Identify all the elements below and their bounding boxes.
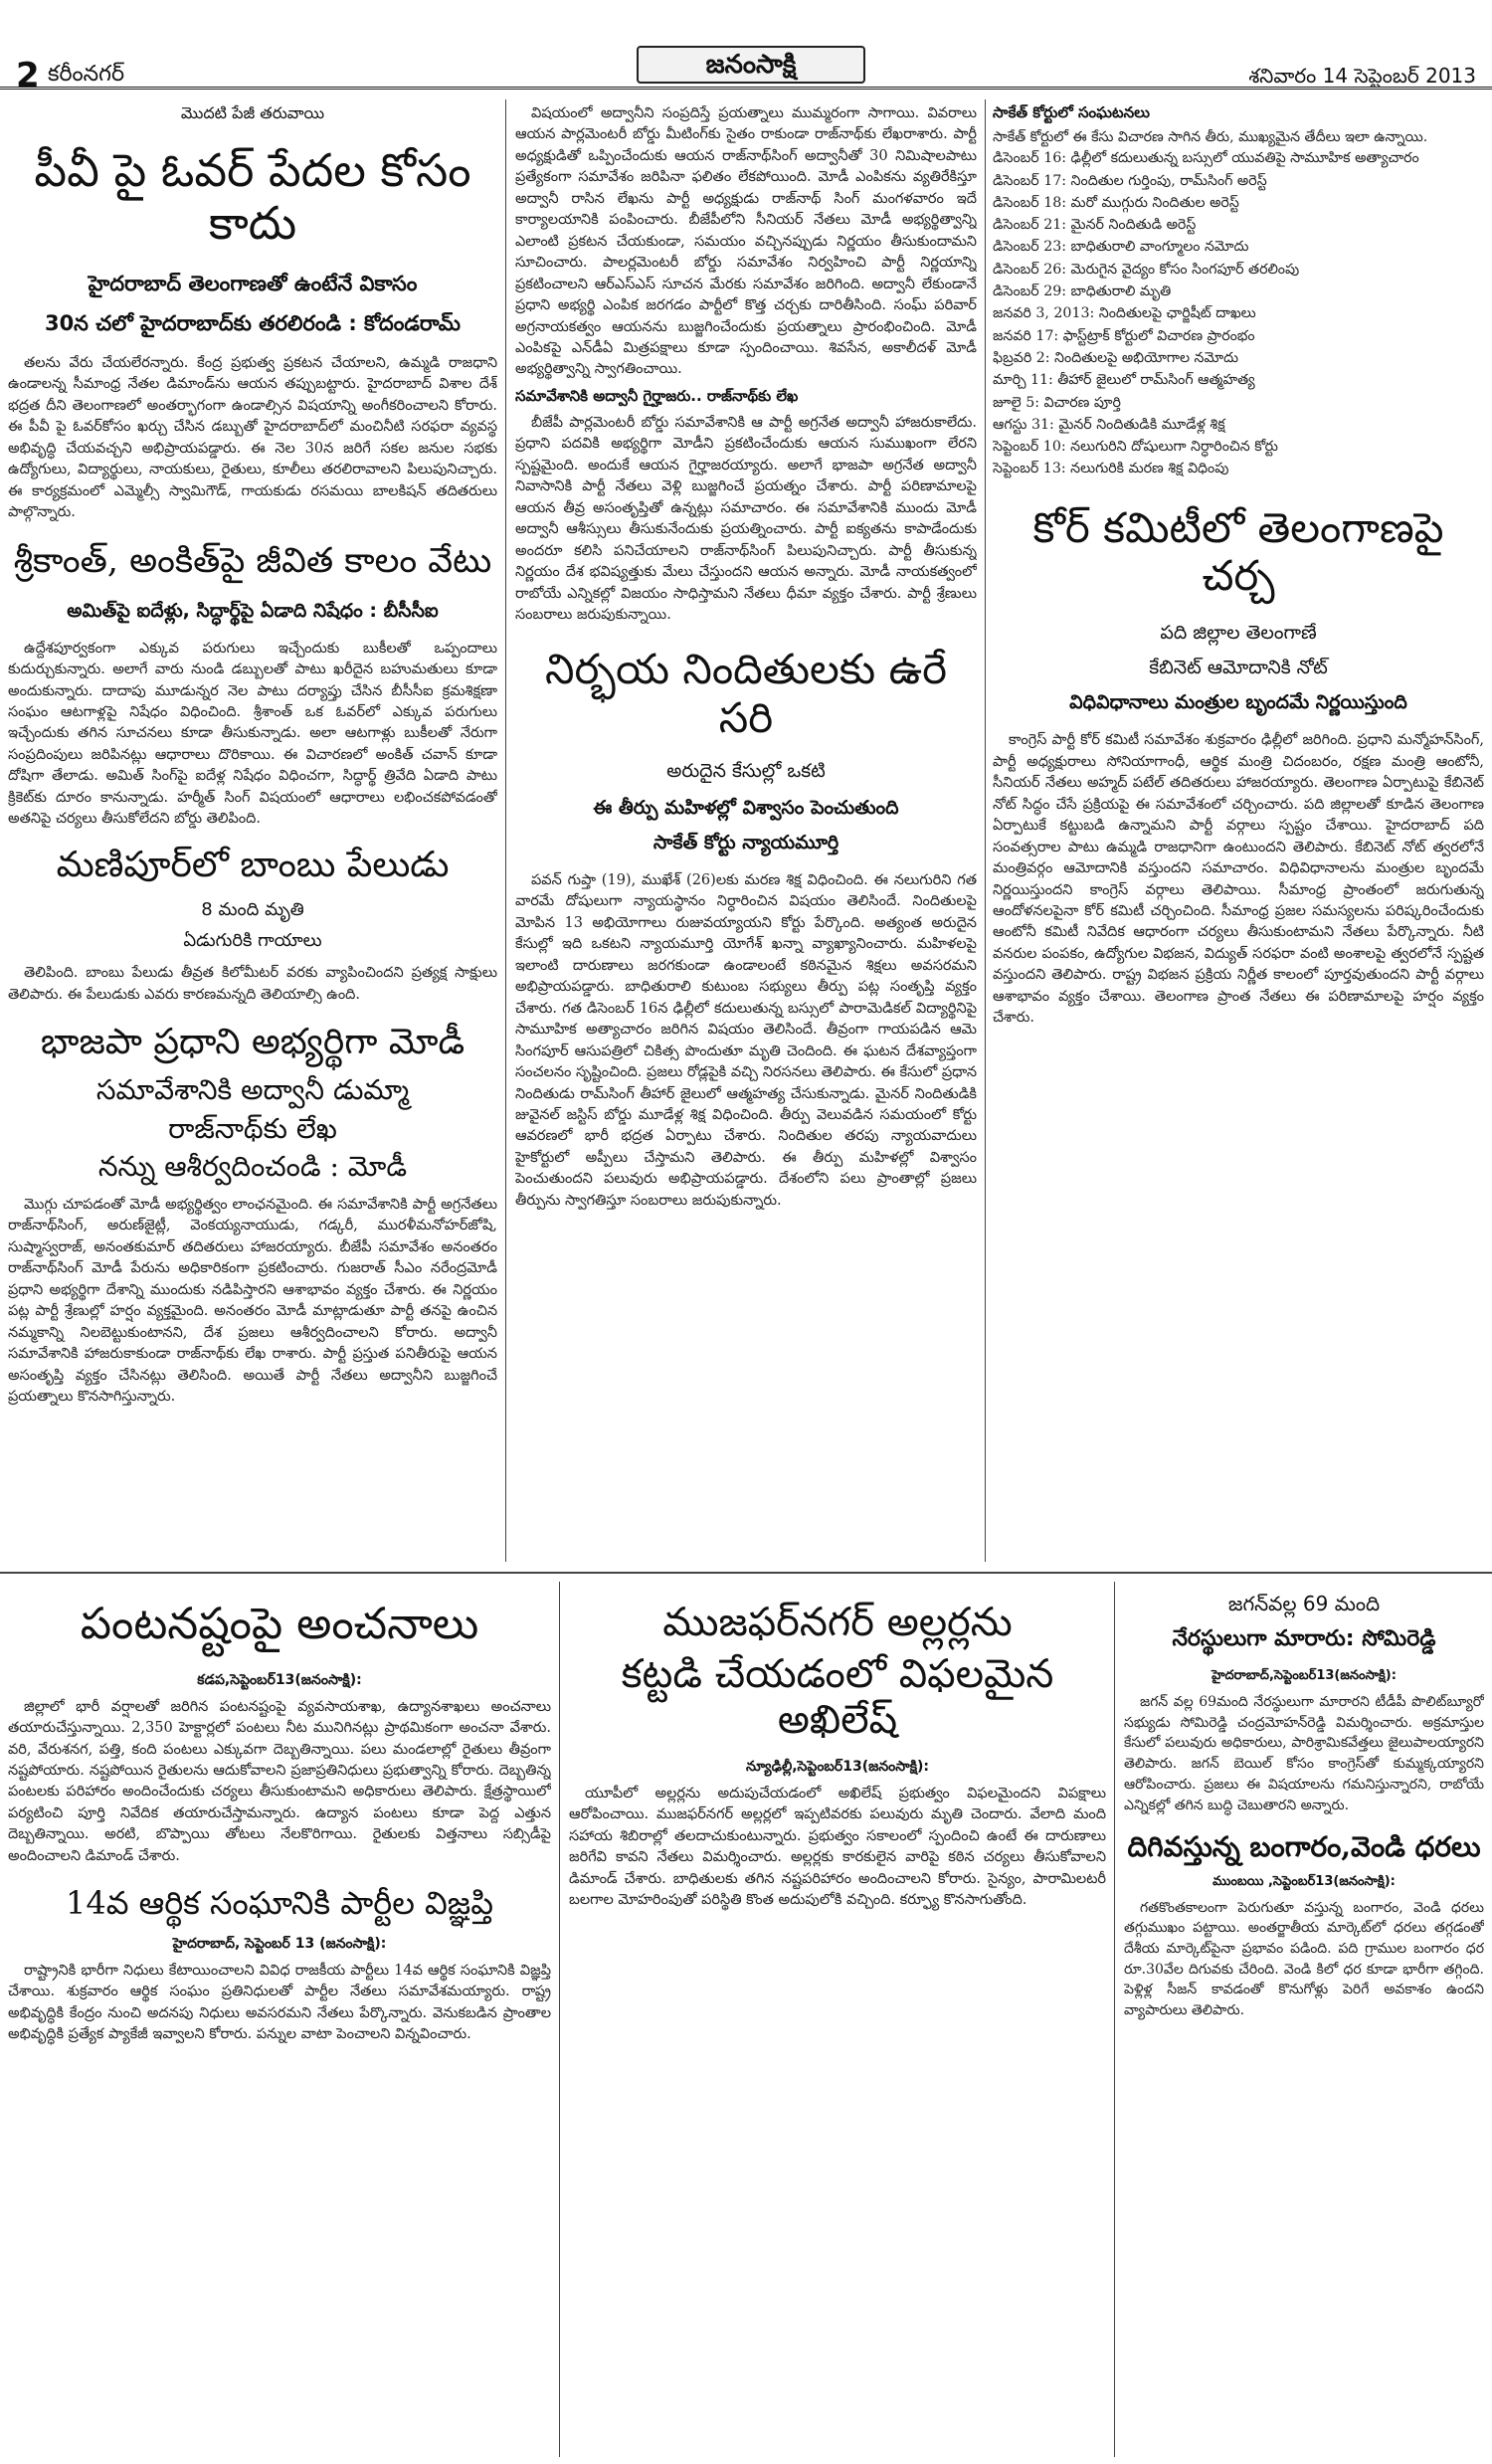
column-middle: [515, 103, 977, 1566]
article-body: తలను వేరు చేయలేరన్నారు. కేంద్ర ప్రభుత్వ ప్రకటన చేయాలని, ఉమ్మడి రాజధాని ఉండాలన్న సీమాంధ్ర నేతల డిమాండ్‌ను ఆయన తప్పుబట్టారు. హైదరాబాద్ విశాల దేశ్ భద్రత దీని తెలంగాణలో అంతర్భాగంగా ఉండాల్సిన విషయాన్ని అంగీకరించాలని కోరారు. ఈ పీవీ పై ఓవర్‌కోసం ఖర్చు చేసిన డబ్బుతో హైదరాబాద్‌లో మంచినీటి సరఫరా వ్యవస్థ అభివృద్ధి చేయవచ్చని అభిప్రాయపడ్డారు. ఈ నెల 30న జరిగే సకల జనుల సభకు ఉద్యోగులు, విద్యార్థులు, నాయకులు, రైతులు, కూలీలు తరలిరావాలని పిలుపునిచ్చారు. ఈ కార్యక్రమంలో ఎమ్మెల్సీ స్వామిగౌడ్, గాయకుడు రసమయి బాలకిషన్ తదితరులు పాల్గొన్నారు.: [8, 354, 497, 520]
timeline-item: డిసెంబర్ 23: బాధితురాలి వాంగ్మూలం నమోదు: [993, 239, 1249, 256]
article-headline: దిగివస్తున్న బంగారం,వెండి ధరలు: [1127, 1830, 1481, 1864]
article-subheadline: నన్ను ఆశీర్వదించండి : మోడీ: [97, 1149, 408, 1183]
article-subheadline: ఏడుగురికి గాయాలు: [183, 930, 322, 952]
bottom-left-section: [8, 1592, 551, 2457]
article-subheadline: 30న చలో హైదరాబాద్‌కు తరలిరండి : కోదండరామ్: [44, 310, 462, 335]
timeline-item: డిసెంబర్ 21: మైనర్ నిందితుడి అరెస్ట్: [993, 217, 1197, 234]
column-rule: [1114, 1582, 1115, 2457]
article-body: మొగ్గు చూపడంతో మోడీ అభ్యర్థిత్వం లాంఛనమైంది. ఈ సమావేశానికి పార్టీ అగ్రనేతలు రాజ్‌నాథ్‌సింగ్, అరుణ్‌జైట్లీ, వెంకయ్యనాయుడు, గడ్కరీ, మురళీమనోహర్‌జోషి, సుష్మాస్వరాజ్, అనంతకుమార్ తదితరులు హాజరయ్యారు. బీజేపీ సమావేశం అనంతరం రాజ్‌నాథ్‌సింగ్ మోడీ పేరును అధికారికంగా ప్రకటించారు. గుజరాత్ సీఎం నరేంద్రమోడీ ప్రధాని అభ్యర్థిగా దేశాన్ని ముందుకు నడిపిస్తారని ఆశాభావం వ్యక్తం చేశారు. ఈ నిర్ణయం పట్ల పార్టీ శ్రేణుల్లో హర్షం వ్యక్తమైంది. అనంతరం మోడీ మాట్లాడుతూ పార్టీ తనపై ఉంచిన నమ్మకాన్ని నిలబెట్టుకుంటానని, దేశ ప్రజలు ఆశీర్వదించాలని కోరారు. అద్వానీ సమావేశానికి హాజరుకాకుండా రాజ్‌నాథ్‌కు లేఖ రాశారు. పార్టీ ప్రస్తుత పనితీరుపై ఆయన అసంతృప్తి వ్యక్తం చేసినట్లు తెలిసింది. అయితే పార్టీ నేతలు అద్వానీని బుజ్జగించే ప్రయత్నాలు కొనసాగిస్తున్నారు.: [8, 1196, 497, 1406]
article-subheadline: 8 మంది మృతి: [201, 899, 304, 921]
timeline-item: ఫిబ్రవరి 2: నిందితులపై అభియోగాల నమోదు: [993, 349, 1239, 366]
article-headline: మణిపూర్‌లో బాంబు పేలుడు: [56, 844, 450, 885]
article-headline: భాజపా ప్రధాని అభ్యర్థిగా మోడీ: [40, 1022, 466, 1063]
dateline: హైదరాబాద్,సెప్టెంబర్13(జనంసాక్షి):: [1212, 1668, 1397, 1683]
page-number: 2: [16, 56, 40, 90]
bottom-right-section: [1124, 1592, 1484, 2457]
timeline-list: [993, 148, 1484, 479]
page-header: [0, 0, 1492, 90]
bottom-middle-section: [569, 1592, 1106, 2457]
article-body: బీజేపీ పార్లమెంటరీ బోర్డు సమావేశానికి ఆ పార్టీ అగ్రనేత అద్వానీ హాజరుకాలేదు. ప్రధాని పదవికి అభ్యర్థిగా మోడీని ప్రకటించేందుకు ఆయన సుముఖంగా లేరని స్పష్టమైంది. అందుకే ఆయన గైర్హాజరయ్యారు. అలాగే భాజపా అగ్రనేత అద్వానీ నివాసానికి పార్టీ నేతలు వెళ్లి బుజ్జగించే ప్రయత్నం చేశారు. పార్టీ పరిణామాలపై ఆయన తీవ్ర అసంతృప్తితో ఉన్నట్లు సమాచారం. ఈ సమావేశానికి ముందు మోడీ అద్వానీ ఆశీస్సులు తీసుకునేందుకు ప్రయత్నించారు. పార్టీ ఐక్యతను కాపాడేందుకు అందరూ కలిసి పనిచేయాలని రాజ్‌నాథ్‌సింగ్ పిలుపునిచ్చారు. పార్టీ తీసుకున్న నిర్ణయం దేశ భవిష్యత్తుకు మేలు చేస్తుందని ఆయన అన్నారు. మోడీ నాయకత్వంలో రాబోయే ఎన్నికల్లో విజయం సాధిస్తామని నేతలు ధీమా వ్యక్తం చేశారు. పార్టీ శ్రేణులు సంబరాలు జరుపుకున్నాయి.: [515, 414, 977, 623]
article-headline: పీవీ పై ఓవర్ పేదల కోసం కాదు: [34, 143, 471, 250]
article-headline: ముజఫర్‌నగర్ అల్లర్లను: [662, 1600, 1013, 1645]
dateline: న్యూఢిల్లీ,సెప్టెంబర్13(జనంసాక్షి):: [746, 1759, 929, 1775]
timeline-item: జూలై 5: విచారణ పూర్తి: [993, 394, 1121, 411]
article-body: ఉద్దేశపూర్వకంగా ఎక్కువ పరుగులు ఇచ్చేందుకు బుకీలతో ఒప్పందాలు కుదుర్చుకున్నారు. అలాగే వారు నుండి డబ్బులతో పాటు ఖరీదైన బహుమతులు కూడా అందుకున్నారు. దాదాపు మూడున్నర నెల పాటు దర్యాప్తు చేసిన బీసీసీఐ క్రమశిక్షణా సంఘం ఆటగాళ్లపై నిషేధం విధించింది. శ్రీశాంత్ ఒక ఓవర్‌లో ఎక్కువ పరుగులు ఇచ్చేందుకు తగిన సూచనలు కూడా తీసుకున్నాడు. అలా ఆటగాళ్లు బుకీలతో నేరుగా సంప్రదింపులు జరిపినట్లు ఆధారాలు దొరికాయి. ఈ విచారణలో అంకిత్ చవాన్ కూడా దోషిగా తేలాడు. అమిత్ సింగ్‌పై ఐదేళ్ల నిషేధం విధించగా, సిద్ధార్థ్ త్రివేది ఏడాది పాటు క్రికెట్‌కు దూరం కానున్నాడు. హర్మీత్ సింగ్ విషయంలో ఆధారాలు లభించకపోవడంతో అతనిపై చర్యలు తీసుకోలేదని బోర్డు తెలిపింది.: [8, 640, 497, 828]
issue-date: శనివారం 14 సెప్టెంబర్ 2013: [1248, 64, 1476, 88]
dateline: కడప,సెప్టెంబర్13(జనంసాక్షి):: [197, 1671, 362, 1688]
article-body: విషయంలో అద్వానీని సంప్రదిస్తే ప్రయత్నాలు ముమ్మరంగా సాగాయి. వివరాలు ఆయన పార్లమెంటరీ బోర్డు మీటింగ్‌కు సైతం రాకుండా రాజ్‌నాథ్‌కు లేఖరాశారు. పార్టీ అధ్యక్షుడితో ఒప్పించేందుకు ఆయన రాజ్‌నాథ్‌సింగ్ అద్వానీతో 30 నిమిషాలపాటు ప్రత్యేకంగా సమావేశం జరిపినా ఫలితం లేకపోయింది. మోడీ ఎంపికను వ్యతిరేకిస్తూ అద్వానీ రాసిన లేఖను పార్టీ అధ్యక్షుడు రాజ్‌నాథ్ సింగ్ మంగళవారం ఇదే కార్యాలయానికి పంపించారు. బీజేపీలోని సీనియర్ నేతలు మోడీ అభ్యర్థిత్వాన్ని ఎలాంటి ప్రకటన చేయకుండా, సమయం వచ్చినప్పుడు నిర్ణయం తీసుకుందామని సూచించారు. పాలర్లమెంటరీ బోర్డు సమావేశం నిర్వహించి పార్టీ నిర్ణయాన్ని ప్రకటించాలని ఆర్‌ఎస్‌ఎస్ సూచన మేరకు సమావేశం జరిగింది. అద్వానీ లేకుండానే ప్రధాని అభ్యర్థి ఎంపిక జరగడం పార్టీలో కొత్త చర్చకు దారితీసింది. సంఘ్ పరివార్ అగ్రనాయకత్వం ఆయనను బుజ్జగించేందుకు ప్రయత్నాలు ప్రారంభించింది. మోడీ ఎంపికపై ఎన్‌డీఏ మిత్రపక్షాలు కూడా స్పందించాయి. శివసేన, అకాలీదళ్ మోడీ అభ్యర్థిత్వాన్ని స్వాగతించాయి.: [515, 105, 977, 378]
timeline-item: డిసెంబర్ 29: బాధితురాలి మృతి: [993, 284, 1172, 300]
timeline-item: డిసెంబర్ 16: ఢిల్లీలో కదులుతున్న బస్సులో యువతిపై సామూహిక అత్యాచారం: [993, 150, 1419, 167]
continued-kicker: మొదటి పేజీ తరువాయి: [180, 103, 325, 122]
article-subheadline: విధివిధానాలు మంత్రుల బృందమే నిర్ణయిస్తుంది: [1069, 691, 1407, 714]
article-body: గతకొంతకాలంగా పెరుగుతూ వస్తున్న బంగారం, వెండి ధరలు తగ్గుముఖం పట్టాయి. అంతర్జాతీయ మార్కెట్‌లో ధరలు తగ్గడంతో దేశీయ మార్కెట్‌పైనా ప్రభావం పడింది. పది గ్రాముల బంగారం ధర రూ.30వేల దిగువకు చేరింది. వెండి కిలో ధర కూడా భారీగా తగ్గింది. పెళ్లిళ్ల సీజన్ కావడంతో కొనుగోళ్లు పెరిగే అవకాశం ఉందని వ్యాపారులు తెలిపారు.: [1124, 1899, 1484, 2019]
article-subheadline: రాజ్‌నాథ్‌కు లేఖ: [168, 1111, 337, 1145]
dateline: ముంబయి ,సెప్టెంబర్13(జనంసాక్షి):: [1212, 1873, 1396, 1889]
timeline-item: మార్చి 11: తీహార్ జైలులో రామ్‌సింగ్ ఆత్మహత్య: [993, 372, 1255, 389]
newspaper-logo: జనంసాక్షి: [637, 46, 865, 84]
timeline-intro: సాకేత్ కోర్టులో ఈ కేసు విచారణ సాగిన తీరు, ముఖ్యమైన తేదీలు ఇలా ఉన్నాయి.: [993, 129, 1428, 145]
section-divider: [0, 1572, 1492, 1574]
article-subheadline: సాకేత్ కోర్టు న్యాయమూర్తి: [653, 832, 839, 854]
timeline-item: సెప్టెంబర్ 10: నలుగురిని దోషులుగా నిర్ధారించిన కోర్టు: [993, 439, 1278, 456]
article-headline: 14వ ఆర్థిక సంఘానికి పార్టీల విజ్ఞప్తి: [66, 1884, 493, 1923]
article-subheadline: హైదరాబాద్ తెలంగాణతో ఉంటేనే వికాసం: [88, 271, 418, 295]
timeline-item: జనవరి 3, 2013: నిందితులపై ఛార్జిషీట్ దాఖలు: [993, 305, 1256, 322]
column-rule: [985, 99, 986, 1562]
article-headline: కోర్ కమిటీలో తెలంగాణపై చర్చ: [1032, 502, 1444, 601]
article-subheadline: కేబినెట్ ఆమోదానికి నోట్: [1149, 657, 1328, 679]
article-subheadline: సమావేశానికి అద్వానీ డుమ్మా: [95, 1073, 410, 1107]
column-rule: [559, 1582, 560, 2457]
column-rule: [505, 99, 506, 1562]
timeline-item: డిసెంబర్ 17: నిందితుల గుర్తింపు, రామ్‌సింగ్ అరెస్ట్: [993, 172, 1267, 189]
article-body: పవన్ గుప్తా (19), ముఖేశ్ (26)లకు మరణ శిక్ష విధించింది. ఈ నలుగురిని గత వారమే దోషులుగా న్యాయస్థానం నిర్ధారించిన విషయం తెలిసిందే. నిందితులపై మోపిన 13 అభియోగాలు రుజువయ్యాయని కోర్టు పేర్కొంది. అత్యంత అరుదైన కేసుల్లో ఇది ఒకటని న్యాయమూర్తి యోగేశ్ ఖన్నా వ్యాఖ్యానించారు. మహిళలపై ఇలాంటి దారుణాలు జరగకుండా ఉండాలంటే కఠినమైన శిక్షలు అవసరమని అభిప్రాయపడ్డారు. బాధితురాలి కుటుంబ సభ్యులు తీర్పు పట్ల సంతృప్తి వ్యక్తం చేశారు. గత డిసెంబర్ 16న ఢిల్లీలో కదులుతున్న బస్సులో పారామెడికల్ విద్యార్థినిపై సామూహిక అత్యాచారం జరిగిన విషయం తెలిసిందే. తీవ్రంగా గాయపడిన ఆమె సింగపూర్ ఆసుపత్రిలో చికిత్స పొందుతూ మృతి చెందింది. ఈ ఘటన దేశవ్యాప్తంగా సంచలనం సృష్టించింది. ప్రజలు రోడ్లపైకి వచ్చి నిరసనలు తెలిపారు. ఈ కేసులో ప్రధాన నిందితుడు రామ్‌సింగ్ తీహార్ జైలులో ఆత్మహత్య చేసుకున్నాడు. మైనర్ నిందితుడికి జువైనల్ జస్టిస్ బోర్డు మూడేళ్ల శిక్ష విధించింది. తీర్పు వెలువడిన సమయంలో కోర్టు ఆవరణలో భారీ భద్రత ఏర్పాటు చేశారు. నిందితుల తరపు న్యాయవాదులు హైకోర్టులో అప్పీలు చేస్తామని తెలిపారు. ఈ తీర్పు మహిళల్లో విశ్వాసం పెంచుతుందని పలువురు అభిప్రాయపడ్డారు. దేశంలోని పలు ప్రాంతాల్లో ప్రజలు తీర్పును స్వాగతిస్తూ సంబరాలు జరుపుకున్నారు.: [515, 872, 977, 1209]
article-headline: శ్రీకాంత్, అంకిత్‌పై జీవిత కాలం వేటు: [13, 541, 492, 582]
timeline-item: డిసెంబర్ 26: మెరుగైన వైద్యం కోసం సింగపూర్ తరలింపు: [993, 261, 1300, 278]
article-subheadline: ఈ తీర్పు మహిళల్లో విశ్వాసం పెంచుతుంది: [593, 797, 899, 820]
article-headline: కట్టడి చేయడంలో విఫలమైన అఖిలేష్: [621, 1651, 1054, 1743]
column-right: [993, 103, 1484, 1566]
article-headline: నిర్భయ నిందితులకు ఉరే సరి: [545, 645, 947, 742]
article-headline: పంటనష్టంపై అంచనాలు: [80, 1599, 479, 1649]
article-body: జిల్లాలో భారీ వర్షాలతో జరిగిన పంటనష్టంపై వ్యవసాయశాఖ, ఉద్యానశాఖలు అంచనాలు తయారుచేస్తున్నాయి. 2,350 హెక్టార్లలో పంటలు నీట మునిగినట్లు ప్రాథమికంగా అంచనా వేశారు. వరి, వేరుశనగ, పత్తి, కంది పంటలు ఎక్కువగా దెబ్బతిన్నాయి. పలు మండలాల్లో రైతులు తీవ్రంగా నష్టపోయారు. నష్టపోయిన రైతులను ఆదుకోవాలని ప్రజాప్రతినిధులు ప్రభుత్వాన్ని కోరారు. దెబ్బతిన్న పంటలకు పరిహారం అందించేందుకు చర్యలు తీసుకుంటామని అధికారులు తెలిపారు. క్షేత్రస్థాయిలో పర్యటించి పూర్తి నివేదిక తయారుచేస్తామన్నారు. ఉద్యాన పంటలు కూడా పెద్ద ఎత్తున దెబ్బతిన్నాయి. అరటి, బొప్పాయి తోటలు నేలకొరిగాయి. రైతులకు విత్తనాలు సబ్సిడీపై అందించాలని డిమాండ్ చేశారు.: [8, 1698, 551, 1864]
column-left: [8, 103, 497, 1566]
article-subheadline: పది జిల్లాల తెలంగాణే: [1160, 622, 1317, 645]
timeline-item: సెప్టెంబర్ 13: నలుగురికి మరణ శిక్ష విధింపు: [993, 461, 1229, 477]
article-body: తెలిపింది. బాంబు పేలుడు తీవ్రత కిలోమీటర్ వరకు వ్యాపించిందని ప్రత్యక్ష సాక్షులు తెలిపారు. ఈ పేలుడుకు ఎవరు కారణమన్నది తెలియాల్సి ఉంది.: [8, 965, 497, 1003]
section-name: కరీంనగర్: [48, 62, 125, 87]
dateline: హైదరాబాద్, సెప్టెంబర్ 13 (జనంసాక్షి):: [172, 1936, 387, 1953]
article-kicker: జగన్‌వల్ల 69 మంది: [1227, 1592, 1381, 1615]
article-body: యూపీలో అల్లర్లను అదుపుచేయడంలో అఖిలేష్ ప్రభుత్వం విఫలమైందని విపక్షాలు ఆరోపించాయి. ముజఫర్‌నగర్ అల్లర్లలో ఇప్పటివరకు పలువురు మృతి చెందారు. వేలాది మంది సహాయ శిబిరాల్లో తలదాచుకుంటున్నారు. ప్రభుత్వం సకాలంలో స్పందించి ఉంటే ఈ దారుణాలు జరిగేవి కావని నేతలు విమర్శించారు. అల్లర్లకు కారకులైన వారిపై కఠిన చర్యలు తీసుకోవాలని డిమాండ్ చేశారు. బాధితులకు తగిన నష్టపరిహారం అందించాలని కోరారు. సైన్యం, పారామిలటరీ బలగాల మోహరింపుతో పరిస్థితి కొంత అదుపులోకి వచ్చింది. కర్ఫ్యూ కొనసాగుతోంది.: [569, 1786, 1106, 1909]
box-title: సమావేశానికి అద్వానీ గైర్హాజరు.. రాజ్‌నాథ్‌కు లేఖ: [515, 386, 799, 405]
timeline-item: డిసెంబర్ 18: మరో ముగ్గురు నిందితుల అరెస్ట్: [993, 194, 1239, 211]
timeline-item: ఆగస్టు 31: మైనర్ నిందితుడికి మూడేళ్ల శిక్ష: [993, 416, 1225, 433]
article-body: కాంగ్రెస్ పార్టీ కోర్ కమిటీ సమావేశం శుక్రవారం ఢిల్లీలో జరిగింది. ప్రధాని మన్మోహన్‌సింగ్, పార్టీ అధ్యక్షురాలు సోనియాగాంధీ, ఆర్థిక మంత్రి చిదంబరం, రక్షణ మంత్రి ఆంటోనీ, సీనియర్ నేతలు అహ్మద్ పటేల్ తదితరులు హాజరయ్యారు. తెలంగాణ ఏర్పాటుపై కేబినెట్ నోట్ సిద్ధం చేసే ప్రక్రియపై ఈ సమావేశంలో చర్చించారు. పది జిల్లాలతో కూడిన తెలంగాణ ఏర్పాటుకే కట్టుబడి ఉన్నామని పార్టీ వర్గాలు స్పష్టం చేశాయి. హైదరాబాద్ పది సంవత్సరాల పాటు ఉమ్మడి రాజధానిగా ఉంటుందని తెలిపారు. కేబినెట్ నోట్ త్వరలోనే మంత్రివర్గం ఆమోదానికి వస్తుందని సమాచారం. విధివిధానాలను మంత్రుల బృందమే నిర్ణయిస్తుందని కాంగ్రెస్ వర్గాలు తెలిపాయి. సీమాంధ్ర ప్రాంతంలో జరుగుతున్న ఆందోళనలపైనా కోర్ కమిటీ చర్చించింది. సీమాంధ్ర ప్రజల సమస్యలను పరిష్కరించేందుకు ఆంటోనీ కమిటీ నివేదిక ఆధారంగా చర్యలు తీసుకుంటామని నేతలు పేర్కొన్నారు. నీటి వనరుల పంపకం, ఉద్యోగుల విభజన, విద్యుత్ సరఫరా వంటి అంశాలపై త్వరలోనే స్పష్టత వస్తుందని తెలిపారు. రాష్ట్ర విభజన ప్రక్రియ నిర్ణీత కాలంలో పూర్తవుతుందని పార్టీ వర్గాలు ఆశాభావం వ్యక్తం చేశాయి. తెలంగాణ ప్రాంత నేతలు ఈ పరిణామాలపై హర్షం వ్యక్తం చేశారు.: [993, 732, 1484, 1027]
article-headline: నేరస్థులుగా మారారు: సోమిరెడ్డి: [1172, 1626, 1436, 1651]
timeline-item: జనవరి 17: ఫాస్ట్‌ట్రాక్ కోర్టులో విచారణ ప్రారంభం: [993, 327, 1255, 344]
article-body: రాష్ట్రానికి భారీగా నిధులు కేటాయించాలని వివిధ రాజకీయ పార్టీలు 14వ ఆర్థిక సంఘానికి విజ్ఞప్తి చేశాయి. శుక్రవారం ఆర్థిక సంఘం ప్రతినిధులతో పార్టీల నేతలు సమావేశమయ్యారు. రాష్ట్ర అభివృద్ధికి కేంద్రం నుంచి అదనపు నిధులు అవసరమని నేతలు పేర్కొన్నారు. వెనుకబడిన ప్రాంతాల అభివృద్ధికి ప్రత్యేక ప్యాకేజీ ఇవ్వాలని కోరారు. పన్నుల వాటా పెంచాలని విన్నవించారు.: [8, 1963, 551, 2043]
article-body: జగన్ వల్ల 69మంది నేరస్థులుగా మారారని టీడీపీ పొలిట్‌బ్యూరో సభ్యుడు సోమిరెడ్డి చంద్రమోహన్‌రెడ్డి విమర్శించారు. అక్రమాస్తుల కేసులో పలువురు అధికారులు, పారిశ్రామికవేత్తలు జైలుపాలయ్యారని తెలిపారు. జగన్ బెయిల్ కోసం కాంగ్రెస్‌తో కుమ్మక్కయ్యారని ఆరోపించారు. ప్రజలు ఈ విషయాలను గమనిస్తున్నారని, రాబోయే ఎన్నికల్లో తగిన బుద్ధి చెబుతారని అన్నారు.: [1124, 1694, 1484, 1813]
article-subheadline: అమిత్‌పై ఐదేళ్లు, సిద్ధార్థ్‌పై ఏడాది నిషేధం : బీసీసీఐ: [67, 599, 439, 622]
article-subheadline: అరుదైన కేసుల్లో ఒకటి: [666, 760, 826, 783]
timeline-title: సాకేత్ కోర్టులో సంఘటనలు: [993, 103, 1150, 121]
